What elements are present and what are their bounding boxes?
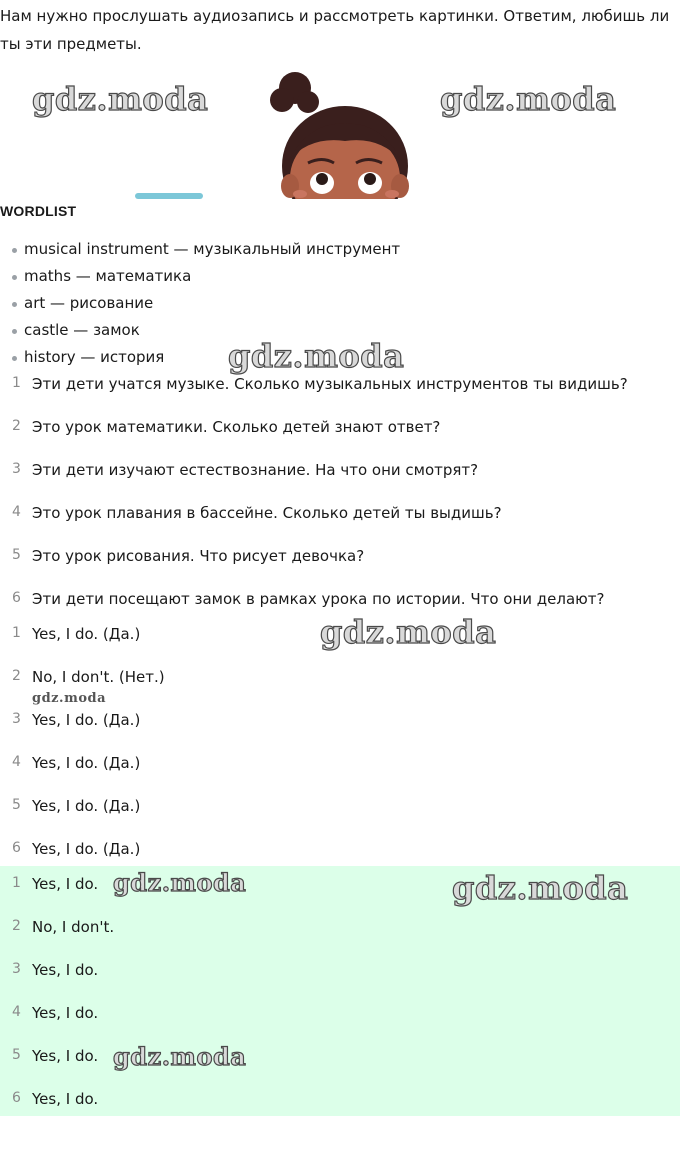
list-item: maths — математика xyxy=(0,263,400,290)
questions-list xyxy=(0,375,680,633)
bullet-icon xyxy=(12,302,17,307)
watermark: gdz.moda xyxy=(32,691,107,706)
list-item: 1 Yes, I do. (Да.) xyxy=(12,625,141,643)
answers-en-list xyxy=(0,875,680,1133)
list-item: art — рисование xyxy=(0,290,400,317)
list-item: 2 No, I don't. (Нет.) xyxy=(12,668,165,686)
bullet-icon xyxy=(12,356,17,361)
list-item: 6 Эти дети посещают замок в рамках урока по истории. Что они делают? xyxy=(12,590,605,608)
bullet-icon xyxy=(12,275,17,280)
child-illustration xyxy=(130,66,420,199)
watermark: gdz.moda xyxy=(440,80,617,118)
watermark: gdz.moda xyxy=(320,613,497,651)
list-item: 3 Эти дети изучают естествознание. На что они смотрят? xyxy=(12,461,479,479)
list-item: castle — замок xyxy=(0,317,400,344)
list-item: 4 Yes, I do. xyxy=(12,1004,99,1022)
list-item: 3 Yes, I do. (Да.) xyxy=(12,711,141,729)
list-item: 3 Yes, I do. xyxy=(12,961,99,979)
list-item: 5 Это урок рисования. Что рисует девочка? xyxy=(12,547,365,565)
watermark: gdz.moda xyxy=(113,868,247,897)
list-item: 6 Yes, I do. (Да.) xyxy=(12,840,141,858)
intro-text: Нам нужно прослушать аудиозапись и рассмотреть картинки. Ответим, любишь ли ты эти предметы. xyxy=(0,7,670,53)
list-item: 1 Эти дети учатся музыке. Сколько музыкальных инструментов ты видишь? xyxy=(12,375,628,393)
list-item: 6 Yes, I do. xyxy=(12,1090,99,1108)
bullet-icon xyxy=(12,329,17,334)
watermark: gdz.moda xyxy=(228,337,405,375)
list-item: 4 Yes, I do. (Да.) xyxy=(12,754,141,772)
list-item: 5 Yes, I do. (Да.) xyxy=(12,797,141,815)
list-item: 2 Это урок математики. Сколько детей знают ответ? xyxy=(12,418,441,436)
watermark: gdz.moda xyxy=(452,869,629,907)
answers-list xyxy=(0,625,680,883)
list-item: 1 Yes, I do. xyxy=(12,875,99,893)
list-item: musical instrument — музыкальный инструмент xyxy=(0,236,400,263)
list-item: 5 Yes, I do. xyxy=(12,1047,99,1065)
watermark: gdz.moda xyxy=(32,80,209,118)
list-item: 4 Это урок плавания в бассейне. Сколько детей ты выдишь? xyxy=(12,504,502,522)
bullet-icon xyxy=(12,248,17,253)
wordlist-title: WORDLIST xyxy=(0,203,77,219)
watermark: gdz.moda xyxy=(113,1042,247,1071)
list-item: history — история xyxy=(0,344,400,371)
list-item: 2 No, I don't. xyxy=(12,918,115,936)
